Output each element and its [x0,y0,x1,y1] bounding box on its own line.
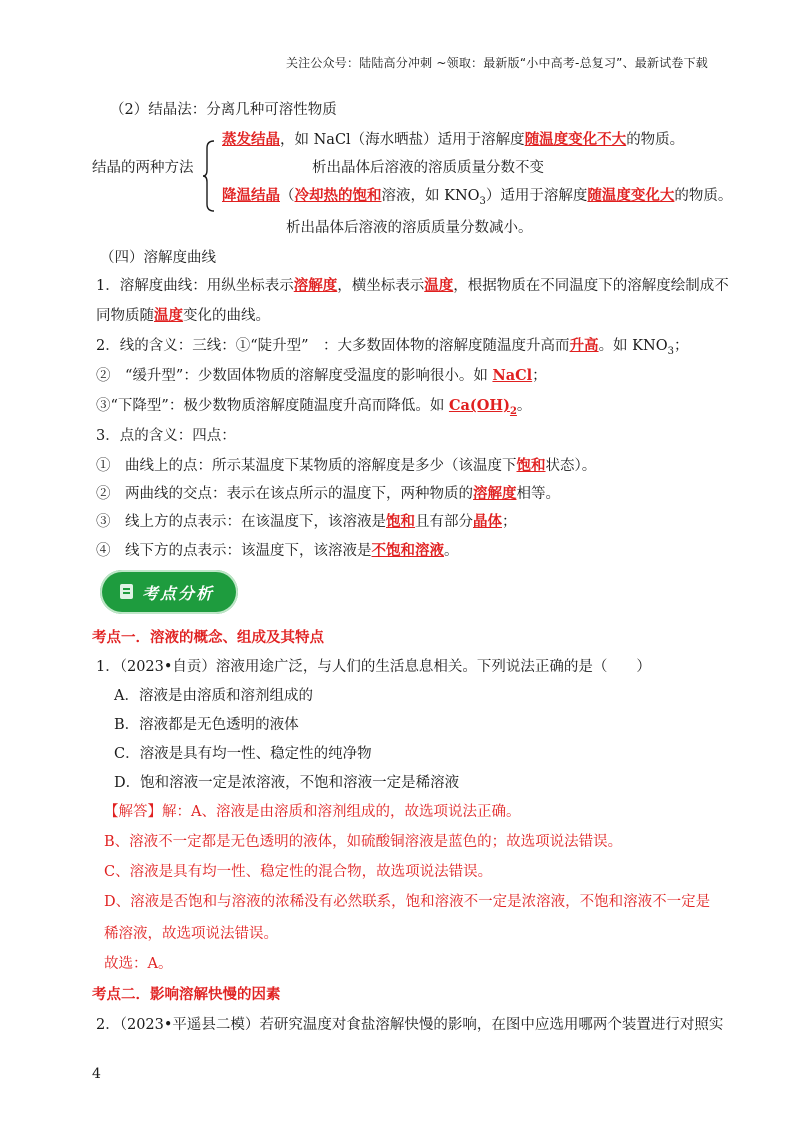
section-solubility-curve: （四）溶解度曲线 [100,250,216,266]
line-meaning-1: 2．线的含义：三线：①“陡升型” ：大多数固体物的溶解度随温度升高而升高。如 $KNO_3$； [96,337,689,357]
curve-definition-cont: 同物质随温度变化的曲线。 [96,307,270,324]
q1-option-d: D．饱和溶液一定是浓溶液，不饱和溶液一定是稀溶液 [114,775,460,791]
method-evaporation-note: 析出晶体后溶液的溶质质量分数不变 [312,160,544,176]
question-2: 2．（2023•平遥县二模）若研究温度对食盐溶解快慢的影响，在图中应选用哪两个装置进行对照实 [96,1017,724,1033]
question-1: 1．（2023•自贡）溶液用途广泛，与人们的生活息息相关。下列说法正确的是（ ） [96,659,651,675]
document-icon [120,584,133,599]
answer-line-4: D、溶液是否饱和与溶液的浓稀没有必然联系，饱和溶液不一定是浓溶液，不饱和溶液不一定是 [104,894,711,910]
answer-line-3: C、溶液是具有均一性、稳定性的混合物，故选项说法错误。 [104,864,493,880]
point-meaning-1: ① 曲线上的点：所示某温度下某物质的溶解度是多少（该温度下饱和状态）。 [96,457,597,474]
page-number: 4 [92,1066,101,1082]
method-cooling-note: 析出晶体后溶液的溶质质量分数减小。 [286,220,533,236]
method-label: 结晶的两种方法 [92,160,194,176]
q1-option-a: A．溶液是由溶质和溶剂组成的 [114,688,313,704]
point-meaning-4: ④ 线下方的点表示：该温度下，该溶液是不饱和溶液。 [96,542,459,559]
answer-line-5: 稀溶液，故选项说法错误。 [104,926,278,942]
key-point-1: 考点一．溶液的概念、组成及其特点 [92,629,324,646]
answer-line-1: 【解答】解：A、溶液是由溶质和溶剂组成的，故选项说法正确。 [104,804,521,820]
brace-icon [202,140,216,212]
method-cooling: 降温结晶（冷却热的饱和溶液，如 $KNO_3$）适用于溶解度随温度变化大的物质。 [222,187,733,207]
method-evaporation: 蒸发结晶，如 NaCl（海水晒盐）适用于溶解度随温度变化不大的物质。 [222,131,685,148]
key-point-2: 考点二．影响溶解快慢的因素 [92,986,281,1003]
section-crystallization: （2）结晶法：分离几种可溶性物质 [110,102,337,118]
curve-definition: 1．溶解度曲线：用纵坐标表示溶解度，横坐标表示温度，根据物质在不同温度下的溶解度绘制成不 [96,277,729,294]
point-meaning-3: ③ 线上方的点表示：在该温度下，该溶液是饱和且有部分晶体； [96,513,517,530]
analysis-badge: 考点分析 [100,570,238,614]
answer-line-2: B、溶液不一定都是无色透明的液体，如硫酸铜溶液是蓝色的；故选项说法错误。 [104,834,623,850]
page-header: 关注公众号：陆陆高分冲刺 ~领取：最新版“小中高考-总复习”、最新试卷下载 [285,56,708,70]
line-meaning-2: ② “缓升型”：少数固体物质的溶解度受温度的影响很小。如 NaCl； [96,367,547,384]
answer-choice: 故选：A。 [104,956,173,972]
point-meaning-title: 3．点的含义：四点： [96,428,236,444]
line-meaning-3: ③“下降型”：极少数物质溶解度随温度升高而降低。如 $Ca(OH)_2$。 [96,397,532,417]
q1-option-b: B．溶液都是无色透明的液体 [114,717,299,733]
q1-option-c: C．溶液是具有均一性、稳定性的纯净物 [114,746,372,762]
point-meaning-2: ② 两曲线的交点：表示在该点所示的温度下，两种物质的溶解度相等。 [96,485,560,502]
